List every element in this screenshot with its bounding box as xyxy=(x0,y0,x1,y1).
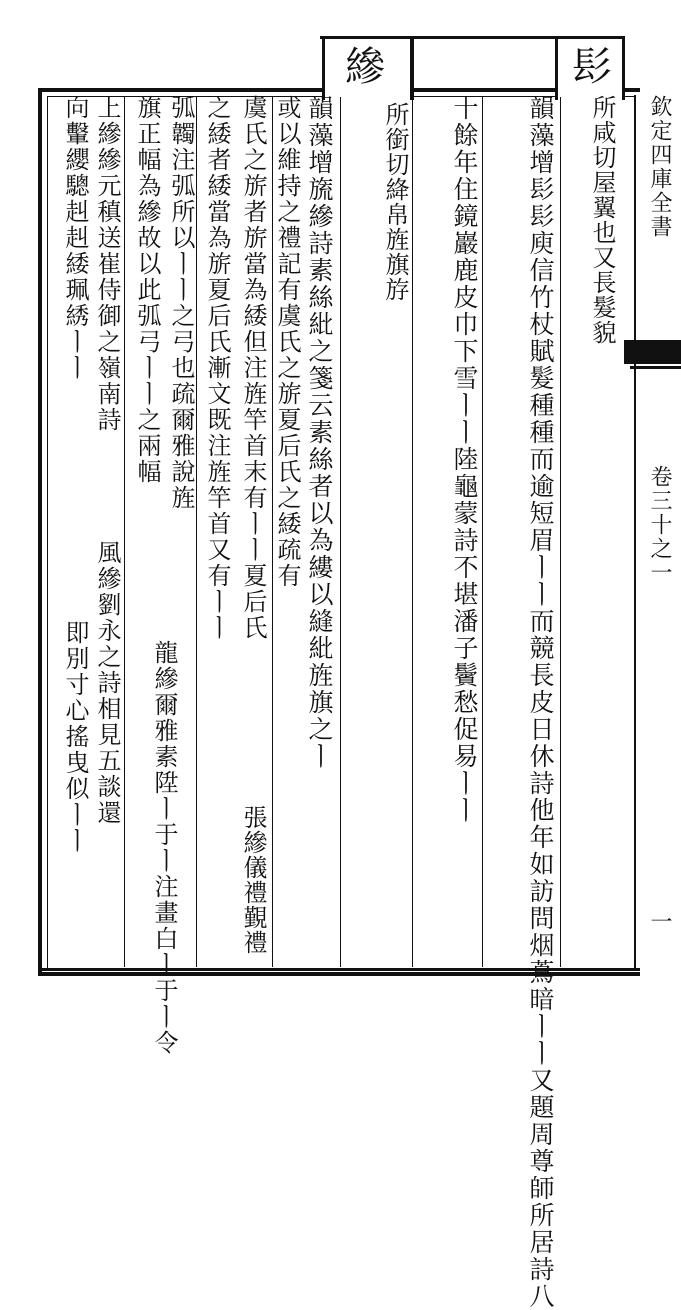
header-tab-right xyxy=(555,36,625,100)
text-column-1: 所咸切屋翼也又長髮貌 xyxy=(588,95,616,345)
column-rule xyxy=(340,97,341,967)
text-column-3: 十餘年住鏡巖鹿皮巾下雪ㅣㅣ陸龜蒙詩不堪潘子鬢愁促易ㅣㅣ xyxy=(450,95,479,824)
text-column-5: 韻藻增旒縿詩素絲紕之箋云素絲者以為縷以縫紕旌旗之ㅣ xyxy=(305,95,334,770)
text-column-15: 向轚纓驄赳赳緌珮綉ㅣㅣ xyxy=(61,95,89,381)
text-column-13: 上縿縿元稹送崔侍御之嶺南詩 xyxy=(93,95,121,433)
fish-tail-rule xyxy=(630,366,681,397)
header-top-rule xyxy=(320,36,625,39)
column-rule xyxy=(196,97,197,967)
margin-book-title: 欽定四庫全書 xyxy=(647,95,672,239)
header-divider xyxy=(410,36,413,100)
text-column-10: 弧韣注弧所以ㅣㅣ之弓也疏爾雅說旌 xyxy=(167,95,195,511)
margin-page-number: 一 xyxy=(647,910,672,934)
text-column-4: 所銜切絳帛旌旗斿 xyxy=(381,102,409,302)
text-column-7: 虞氏之旂者旂當為緌但注旌竿首末有ㅣㅣ夏后氏 xyxy=(239,95,267,641)
column-rule xyxy=(124,97,125,967)
text-column-12: 龍縿爾雅素陞ㅣ于ㅣ注畫白ㅣ于ㅣ令 xyxy=(150,640,178,1056)
page-margin xyxy=(634,95,680,975)
text-column-16: 即別寸心搖曳似ㅣㅣ xyxy=(61,620,89,854)
header-char-center: 縿 xyxy=(345,44,385,90)
margin-rule xyxy=(634,95,636,970)
fish-tail-mark xyxy=(624,340,681,364)
margin-volume: 卷三十之一 xyxy=(647,465,672,585)
column-rule xyxy=(482,97,483,967)
header-tab-center xyxy=(322,36,414,100)
text-column-6: 或以維持之禮記有虞氏之旂夏后氏之緌疏有 xyxy=(273,95,301,589)
header-char-right: 髟 xyxy=(572,44,612,90)
text-column-2: 韻藻增髟髟庾信竹杖賦髮種種而逾短眉ㅣㅣ而競長皮日休詩他年如訪問烟蔦暗ㅣㅣ又題周尊師所居詩八 xyxy=(526,95,555,1310)
text-column-9: 張縿儀禮覲禮 xyxy=(239,805,267,955)
column-rule xyxy=(560,97,561,967)
text-column-8: 之緌者緌當為旂夏后氏漸文既注旌竿首又有ㅣㅣ xyxy=(203,95,231,641)
text-column-11: 旗正幅為縿故以此弧弓ㅣㅣ之兩幅 xyxy=(133,95,161,485)
column-rule xyxy=(412,97,413,967)
text-column-14: 風縿劉永之詩相見五談還 xyxy=(93,540,121,826)
